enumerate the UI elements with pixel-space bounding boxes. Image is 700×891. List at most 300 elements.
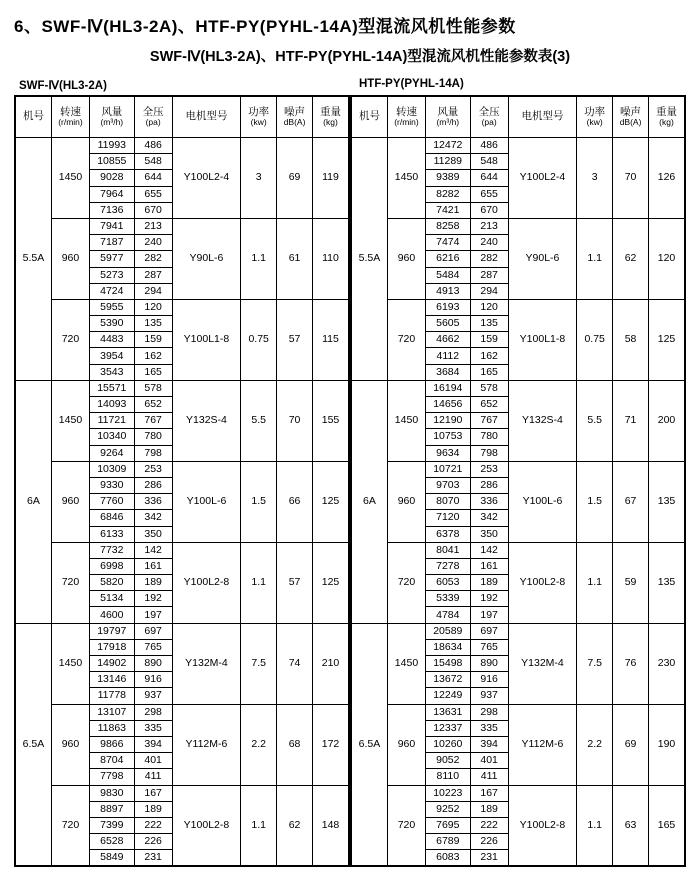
cell-quanya: 767 bbox=[470, 413, 508, 429]
header-jihao: 机号 bbox=[351, 96, 387, 138]
cell-zhuansu: 1450 bbox=[51, 623, 89, 704]
header-dianji: 电机型号 bbox=[508, 96, 577, 138]
cell-jihao: 6.5A bbox=[351, 623, 387, 866]
cell-fengliang: 6998 bbox=[90, 558, 135, 574]
cell-quanya: 135 bbox=[470, 316, 508, 332]
header-zaosheng: 噪声 dB(A) bbox=[613, 96, 649, 138]
cell-quanya: 213 bbox=[134, 218, 172, 234]
cell-zaosheng: 57 bbox=[277, 299, 313, 380]
cell-zhuansu: 720 bbox=[387, 299, 425, 380]
cell-quanya: 798 bbox=[134, 445, 172, 461]
cell-fengliang: 8897 bbox=[90, 801, 135, 817]
cell-zaosheng: 68 bbox=[277, 704, 313, 785]
header-quanya: 全压 (pa) bbox=[134, 96, 172, 138]
cell-fengliang: 12337 bbox=[426, 720, 471, 736]
cell-quanya: 350 bbox=[134, 526, 172, 542]
cell-dianji: Y132M-4 bbox=[172, 623, 241, 704]
cell-quanya: 189 bbox=[134, 801, 172, 817]
table-row bbox=[351, 299, 685, 315]
cell-fengliang: 6216 bbox=[426, 251, 471, 267]
table-row bbox=[351, 218, 685, 234]
cell-quanya: 159 bbox=[470, 332, 508, 348]
cell-fengliang: 9264 bbox=[90, 445, 135, 461]
cell-quanya: 135 bbox=[134, 316, 172, 332]
cell-fengliang: 3684 bbox=[426, 364, 471, 380]
cell-gonglv: 7.5 bbox=[241, 623, 277, 704]
cell-fengliang: 14093 bbox=[90, 397, 135, 413]
cell-quanya: 298 bbox=[470, 704, 508, 720]
cell-fengliang: 7474 bbox=[426, 235, 471, 251]
cell-zhongliang: 115 bbox=[313, 299, 350, 380]
cell-zhuansu: 720 bbox=[51, 299, 89, 380]
cell-fengliang: 5339 bbox=[426, 591, 471, 607]
cell-quanya: 780 bbox=[470, 429, 508, 445]
cell-quanya: 287 bbox=[470, 267, 508, 283]
table-row bbox=[15, 218, 349, 234]
cell-quanya: 192 bbox=[470, 591, 508, 607]
cell-dianji: Y100L2-8 bbox=[508, 542, 577, 623]
table-row bbox=[351, 380, 685, 396]
cell-quanya: 401 bbox=[134, 753, 172, 769]
cell-fengliang: 10340 bbox=[90, 429, 135, 445]
cell-gonglv: 3 bbox=[241, 138, 277, 219]
cell-zhuansu: 960 bbox=[387, 218, 425, 299]
cell-quanya: 197 bbox=[470, 607, 508, 623]
cell-quanya: 253 bbox=[134, 461, 172, 477]
cell-gonglv: 1.1 bbox=[577, 218, 613, 299]
table-row bbox=[351, 461, 685, 477]
cell-zhuansu: 960 bbox=[51, 704, 89, 785]
cell-fengliang: 5134 bbox=[90, 591, 135, 607]
cell-quanya: 294 bbox=[134, 283, 172, 299]
cell-zhuansu: 1450 bbox=[387, 623, 425, 704]
cell-quanya: 142 bbox=[134, 542, 172, 558]
cell-quanya: 226 bbox=[134, 834, 172, 850]
cell-gonglv: 1.1 bbox=[241, 785, 277, 866]
header-gonglv: 功率 (kw) bbox=[577, 96, 613, 138]
table-row bbox=[15, 299, 349, 315]
cell-quanya: 161 bbox=[134, 558, 172, 574]
cell-dianji: Y112M-6 bbox=[172, 704, 241, 785]
cell-fengliang: 4662 bbox=[426, 332, 471, 348]
cell-quanya: 286 bbox=[134, 477, 172, 493]
cell-dianji: Y90L-6 bbox=[172, 218, 241, 299]
cell-fengliang: 4913 bbox=[426, 283, 471, 299]
cell-fengliang: 5390 bbox=[90, 316, 135, 332]
cell-jihao: 6.5A bbox=[15, 623, 51, 866]
cell-fengliang: 10260 bbox=[426, 736, 471, 752]
cell-quanya: 916 bbox=[470, 672, 508, 688]
cell-gonglv: 1.1 bbox=[577, 542, 613, 623]
cell-fengliang: 9052 bbox=[426, 753, 471, 769]
cell-quanya: 335 bbox=[134, 720, 172, 736]
cell-zhongliang: 126 bbox=[649, 138, 686, 219]
cell-fengliang: 8282 bbox=[426, 186, 471, 202]
series-label-right: HTF-PY(PYHL-14A) bbox=[359, 78, 464, 90]
cell-zhuansu: 1450 bbox=[387, 138, 425, 219]
page-title: 6、SWF-Ⅳ(HL3-2A)、HTF-PY(PYHL-14A)型混流风机性能参数 bbox=[14, 17, 516, 36]
performance-table-swf-iv bbox=[14, 95, 350, 867]
cell-dianji: Y100L2-8 bbox=[172, 785, 241, 866]
cell-quanya: 342 bbox=[470, 510, 508, 526]
cell-zaosheng: 62 bbox=[613, 218, 649, 299]
cell-quanya: 287 bbox=[134, 267, 172, 283]
cell-fengliang: 17918 bbox=[90, 639, 135, 655]
cell-jihao: 5.5A bbox=[351, 138, 387, 381]
cell-zhuansu: 720 bbox=[387, 785, 425, 866]
cell-fengliang: 6193 bbox=[426, 299, 471, 315]
cell-zhuansu: 960 bbox=[387, 461, 425, 542]
cell-fengliang: 11863 bbox=[90, 720, 135, 736]
cell-zhongliang: 110 bbox=[313, 218, 350, 299]
cell-zhuansu: 1450 bbox=[51, 380, 89, 461]
cell-quanya: 240 bbox=[134, 235, 172, 251]
cell-zhongliang: 155 bbox=[313, 380, 350, 461]
cell-fengliang: 10855 bbox=[90, 154, 135, 170]
cell-fengliang: 7399 bbox=[90, 817, 135, 833]
cell-zhuansu: 960 bbox=[387, 704, 425, 785]
cell-fengliang: 12249 bbox=[426, 688, 471, 704]
cell-fengliang: 7278 bbox=[426, 558, 471, 574]
cell-zaosheng: 70 bbox=[277, 380, 313, 461]
cell-quanya: 231 bbox=[134, 850, 172, 867]
cell-fengliang: 15498 bbox=[426, 656, 471, 672]
cell-zaosheng: 74 bbox=[277, 623, 313, 704]
cell-fengliang: 15571 bbox=[90, 380, 135, 396]
cell-quanya: 162 bbox=[470, 348, 508, 364]
cell-gonglv: 5.5 bbox=[577, 380, 613, 461]
cell-zhuansu: 720 bbox=[51, 542, 89, 623]
cell-quanya: 350 bbox=[470, 526, 508, 542]
cell-quanya: 394 bbox=[134, 736, 172, 752]
cell-quanya: 578 bbox=[470, 380, 508, 396]
cell-fengliang: 7964 bbox=[90, 186, 135, 202]
cell-fengliang: 5820 bbox=[90, 575, 135, 591]
cell-zhongliang: 135 bbox=[649, 542, 686, 623]
cell-fengliang: 12472 bbox=[426, 138, 471, 154]
cell-fengliang: 6133 bbox=[90, 526, 135, 542]
cell-dianji: Y100L2-8 bbox=[172, 542, 241, 623]
cell-fengliang: 6053 bbox=[426, 575, 471, 591]
cell-gonglv: 3 bbox=[577, 138, 613, 219]
cell-fengliang: 13146 bbox=[90, 672, 135, 688]
cell-quanya: 411 bbox=[134, 769, 172, 785]
cell-fengliang: 13631 bbox=[426, 704, 471, 720]
cell-zhuansu: 720 bbox=[51, 785, 89, 866]
cell-fengliang: 9028 bbox=[90, 170, 135, 186]
cell-quanya: 652 bbox=[134, 397, 172, 413]
cell-fengliang: 4112 bbox=[426, 348, 471, 364]
cell-fengliang: 7941 bbox=[90, 218, 135, 234]
cell-zhuansu: 720 bbox=[387, 542, 425, 623]
cell-quanya: 401 bbox=[470, 753, 508, 769]
cell-zhuansu: 1450 bbox=[387, 380, 425, 461]
cell-fengliang: 7120 bbox=[426, 510, 471, 526]
cell-zhongliang: 200 bbox=[649, 380, 686, 461]
performance-table-htf-py bbox=[350, 95, 686, 867]
cell-quanya: 765 bbox=[470, 639, 508, 655]
cell-fengliang: 13672 bbox=[426, 672, 471, 688]
cell-fengliang: 7798 bbox=[90, 769, 135, 785]
cell-quanya: 189 bbox=[470, 575, 508, 591]
cell-zhongliang: 172 bbox=[313, 704, 350, 785]
table-row bbox=[351, 623, 685, 639]
cell-fengliang: 7695 bbox=[426, 817, 471, 833]
table-row bbox=[15, 380, 349, 396]
cell-quanya: 411 bbox=[470, 769, 508, 785]
cell-fengliang: 7136 bbox=[90, 202, 135, 218]
header-dianji: 电机型号 bbox=[172, 96, 241, 138]
cell-zaosheng: 66 bbox=[277, 461, 313, 542]
header-fengliang: 风量 (m³/h) bbox=[426, 96, 471, 138]
cell-zhuansu: 960 bbox=[51, 461, 89, 542]
cell-zhongliang: 148 bbox=[313, 785, 350, 866]
cell-zaosheng: 69 bbox=[277, 138, 313, 219]
cell-quanya: 578 bbox=[134, 380, 172, 396]
cell-quanya: 253 bbox=[470, 461, 508, 477]
page-subtitle: SWF-Ⅳ(HL3-2A)、HTF-PY(PYHL-14A)型混流风机性能参数表(3) bbox=[149, 49, 571, 65]
cell-fengliang: 6378 bbox=[426, 526, 471, 542]
cell-fengliang: 6846 bbox=[90, 510, 135, 526]
cell-quanya: 937 bbox=[470, 688, 508, 704]
cell-fengliang: 16194 bbox=[426, 380, 471, 396]
cell-fengliang: 10721 bbox=[426, 461, 471, 477]
cell-quanya: 294 bbox=[470, 283, 508, 299]
cell-zaosheng: 63 bbox=[613, 785, 649, 866]
cell-fengliang: 6789 bbox=[426, 834, 471, 850]
cell-zhongliang: 135 bbox=[649, 461, 686, 542]
cell-fengliang: 8041 bbox=[426, 542, 471, 558]
cell-dianji: Y100L2-8 bbox=[508, 785, 577, 866]
cell-quanya: 655 bbox=[134, 186, 172, 202]
cell-gonglv: 1.5 bbox=[577, 461, 613, 542]
cell-quanya: 644 bbox=[134, 170, 172, 186]
cell-quanya: 644 bbox=[470, 170, 508, 186]
cell-fengliang: 13107 bbox=[90, 704, 135, 720]
table-wrap-swf-iv bbox=[14, 95, 350, 867]
cell-gonglv: 1.1 bbox=[241, 542, 277, 623]
cell-quanya: 916 bbox=[134, 672, 172, 688]
cell-quanya: 167 bbox=[470, 785, 508, 801]
cell-quanya: 486 bbox=[134, 138, 172, 154]
cell-quanya: 890 bbox=[470, 656, 508, 672]
table-row bbox=[351, 138, 685, 154]
cell-fengliang: 7421 bbox=[426, 202, 471, 218]
cell-quanya: 189 bbox=[470, 801, 508, 817]
table-row bbox=[351, 704, 685, 720]
cell-quanya: 780 bbox=[134, 429, 172, 445]
cell-fengliang: 10223 bbox=[426, 785, 471, 801]
cell-dianji: Y132M-4 bbox=[508, 623, 577, 704]
cell-fengliang: 7187 bbox=[90, 235, 135, 251]
header-zhuansu: 转速 (r/min) bbox=[51, 96, 89, 138]
cell-fengliang: 11993 bbox=[90, 138, 135, 154]
cell-quanya: 767 bbox=[134, 413, 172, 429]
cell-fengliang: 8070 bbox=[426, 494, 471, 510]
cell-fengliang: 4483 bbox=[90, 332, 135, 348]
cell-fengliang: 18634 bbox=[426, 639, 471, 655]
table-row bbox=[351, 542, 685, 558]
header-zhongliang: 重量 (kg) bbox=[313, 96, 350, 138]
table-row bbox=[15, 623, 349, 639]
cell-dianji: Y90L-6 bbox=[508, 218, 577, 299]
cell-zaosheng: 61 bbox=[277, 218, 313, 299]
performance-tables bbox=[14, 95, 686, 867]
cell-fengliang: 5977 bbox=[90, 251, 135, 267]
cell-fengliang: 5955 bbox=[90, 299, 135, 315]
series-labels bbox=[14, 78, 686, 92]
cell-quanya: 192 bbox=[134, 591, 172, 607]
cell-fengliang: 14902 bbox=[90, 656, 135, 672]
cell-dianji: Y132S-4 bbox=[172, 380, 241, 461]
cell-dianji: Y112M-6 bbox=[508, 704, 577, 785]
cell-dianji: Y100L2-4 bbox=[508, 138, 577, 219]
cell-zaosheng: 76 bbox=[613, 623, 649, 704]
cell-quanya: 142 bbox=[470, 542, 508, 558]
cell-quanya: 167 bbox=[134, 785, 172, 801]
cell-fengliang: 10753 bbox=[426, 429, 471, 445]
cell-fengliang: 5849 bbox=[90, 850, 135, 867]
cell-fengliang: 9830 bbox=[90, 785, 135, 801]
cell-zaosheng: 67 bbox=[613, 461, 649, 542]
cell-quanya: 162 bbox=[134, 348, 172, 364]
cell-quanya: 282 bbox=[134, 251, 172, 267]
cell-fengliang: 11778 bbox=[90, 688, 135, 704]
cell-gonglv: 0.75 bbox=[241, 299, 277, 380]
cell-fengliang: 4600 bbox=[90, 607, 135, 623]
cell-fengliang: 8704 bbox=[90, 753, 135, 769]
cell-quanya: 394 bbox=[470, 736, 508, 752]
cell-fengliang: 4724 bbox=[90, 283, 135, 299]
cell-quanya: 161 bbox=[470, 558, 508, 574]
table-row bbox=[15, 785, 349, 801]
cell-quanya: 197 bbox=[134, 607, 172, 623]
cell-zhongliang: 120 bbox=[649, 218, 686, 299]
table-row bbox=[15, 461, 349, 477]
cell-zaosheng: 59 bbox=[613, 542, 649, 623]
cell-quanya: 189 bbox=[134, 575, 172, 591]
cell-jihao: 6A bbox=[15, 380, 51, 623]
cell-fengliang: 5273 bbox=[90, 267, 135, 283]
table-row bbox=[15, 704, 349, 720]
cell-fengliang: 7760 bbox=[90, 494, 135, 510]
cell-quanya: 652 bbox=[470, 397, 508, 413]
header-gonglv: 功率 (kw) bbox=[241, 96, 277, 138]
cell-zaosheng: 71 bbox=[613, 380, 649, 461]
cell-zhongliang: 119 bbox=[313, 138, 350, 219]
cell-dianji: Y100L-6 bbox=[508, 461, 577, 542]
document-page bbox=[0, 12, 700, 891]
cell-quanya: 670 bbox=[134, 202, 172, 218]
cell-zaosheng: 69 bbox=[613, 704, 649, 785]
cell-quanya: 240 bbox=[470, 235, 508, 251]
cell-gonglv: 1.1 bbox=[241, 218, 277, 299]
cell-zhongliang: 210 bbox=[313, 623, 350, 704]
cell-fengliang: 20589 bbox=[426, 623, 471, 639]
cell-quanya: 165 bbox=[134, 364, 172, 380]
cell-gonglv: 1.5 bbox=[241, 461, 277, 542]
cell-zhongliang: 125 bbox=[649, 299, 686, 380]
cell-fengliang: 4784 bbox=[426, 607, 471, 623]
cell-dianji: Y100L-6 bbox=[172, 461, 241, 542]
cell-quanya: 226 bbox=[470, 834, 508, 850]
cell-fengliang: 9634 bbox=[426, 445, 471, 461]
cell-quanya: 798 bbox=[470, 445, 508, 461]
table-wrap-htf-py bbox=[350, 95, 686, 867]
cell-fengliang: 9703 bbox=[426, 477, 471, 493]
cell-quanya: 486 bbox=[470, 138, 508, 154]
cell-fengliang: 10309 bbox=[90, 461, 135, 477]
cell-quanya: 213 bbox=[470, 218, 508, 234]
cell-quanya: 765 bbox=[134, 639, 172, 655]
cell-zhongliang: 190 bbox=[649, 704, 686, 785]
cell-fengliang: 5484 bbox=[426, 267, 471, 283]
cell-fengliang: 6083 bbox=[426, 850, 471, 867]
cell-zhongliang: 125 bbox=[313, 461, 350, 542]
cell-fengliang: 8258 bbox=[426, 218, 471, 234]
cell-jihao: 6A bbox=[351, 380, 387, 623]
cell-quanya: 655 bbox=[470, 186, 508, 202]
header-zhongliang: 重量 (kg) bbox=[649, 96, 686, 138]
cell-zhuansu: 960 bbox=[51, 218, 89, 299]
cell-gonglv: 2.2 bbox=[241, 704, 277, 785]
cell-zaosheng: 70 bbox=[613, 138, 649, 219]
cell-quanya: 548 bbox=[134, 154, 172, 170]
cell-quanya: 937 bbox=[134, 688, 172, 704]
cell-quanya: 336 bbox=[470, 494, 508, 510]
cell-zhongliang: 230 bbox=[649, 623, 686, 704]
cell-quanya: 165 bbox=[470, 364, 508, 380]
cell-fengliang: 7732 bbox=[90, 542, 135, 558]
cell-quanya: 890 bbox=[134, 656, 172, 672]
cell-fengliang: 9866 bbox=[90, 736, 135, 752]
cell-zaosheng: 57 bbox=[277, 542, 313, 623]
header-zhuansu: 转速 (r/min) bbox=[387, 96, 425, 138]
cell-dianji: Y100L1-8 bbox=[508, 299, 577, 380]
cell-gonglv: 0.75 bbox=[577, 299, 613, 380]
cell-zhuansu: 1450 bbox=[51, 138, 89, 219]
cell-quanya: 335 bbox=[470, 720, 508, 736]
cell-quanya: 548 bbox=[470, 154, 508, 170]
cell-quanya: 286 bbox=[470, 477, 508, 493]
cell-fengliang: 9389 bbox=[426, 170, 471, 186]
cell-fengliang: 9252 bbox=[426, 801, 471, 817]
cell-fengliang: 12190 bbox=[426, 413, 471, 429]
cell-quanya: 222 bbox=[134, 817, 172, 833]
cell-fengliang: 8110 bbox=[426, 769, 471, 785]
cell-fengliang: 5605 bbox=[426, 316, 471, 332]
table-row bbox=[15, 138, 349, 154]
series-label-left: SWF-Ⅳ(HL3-2A) bbox=[19, 80, 107, 92]
cell-zhongliang: 165 bbox=[649, 785, 686, 866]
cell-gonglv: 5.5 bbox=[241, 380, 277, 461]
cell-gonglv: 2.2 bbox=[577, 704, 613, 785]
cell-quanya: 670 bbox=[470, 202, 508, 218]
cell-quanya: 120 bbox=[470, 299, 508, 315]
cell-zhongliang: 125 bbox=[313, 542, 350, 623]
table-row bbox=[15, 542, 349, 558]
header-quanya: 全压 (pa) bbox=[470, 96, 508, 138]
cell-quanya: 336 bbox=[134, 494, 172, 510]
cell-gonglv: 7.5 bbox=[577, 623, 613, 704]
cell-fengliang: 3543 bbox=[90, 364, 135, 380]
header-zaosheng: 噪声 dB(A) bbox=[277, 96, 313, 138]
cell-quanya: 222 bbox=[470, 817, 508, 833]
cell-quanya: 697 bbox=[470, 623, 508, 639]
table-row bbox=[351, 785, 685, 801]
cell-zaosheng: 58 bbox=[613, 299, 649, 380]
cell-quanya: 342 bbox=[134, 510, 172, 526]
